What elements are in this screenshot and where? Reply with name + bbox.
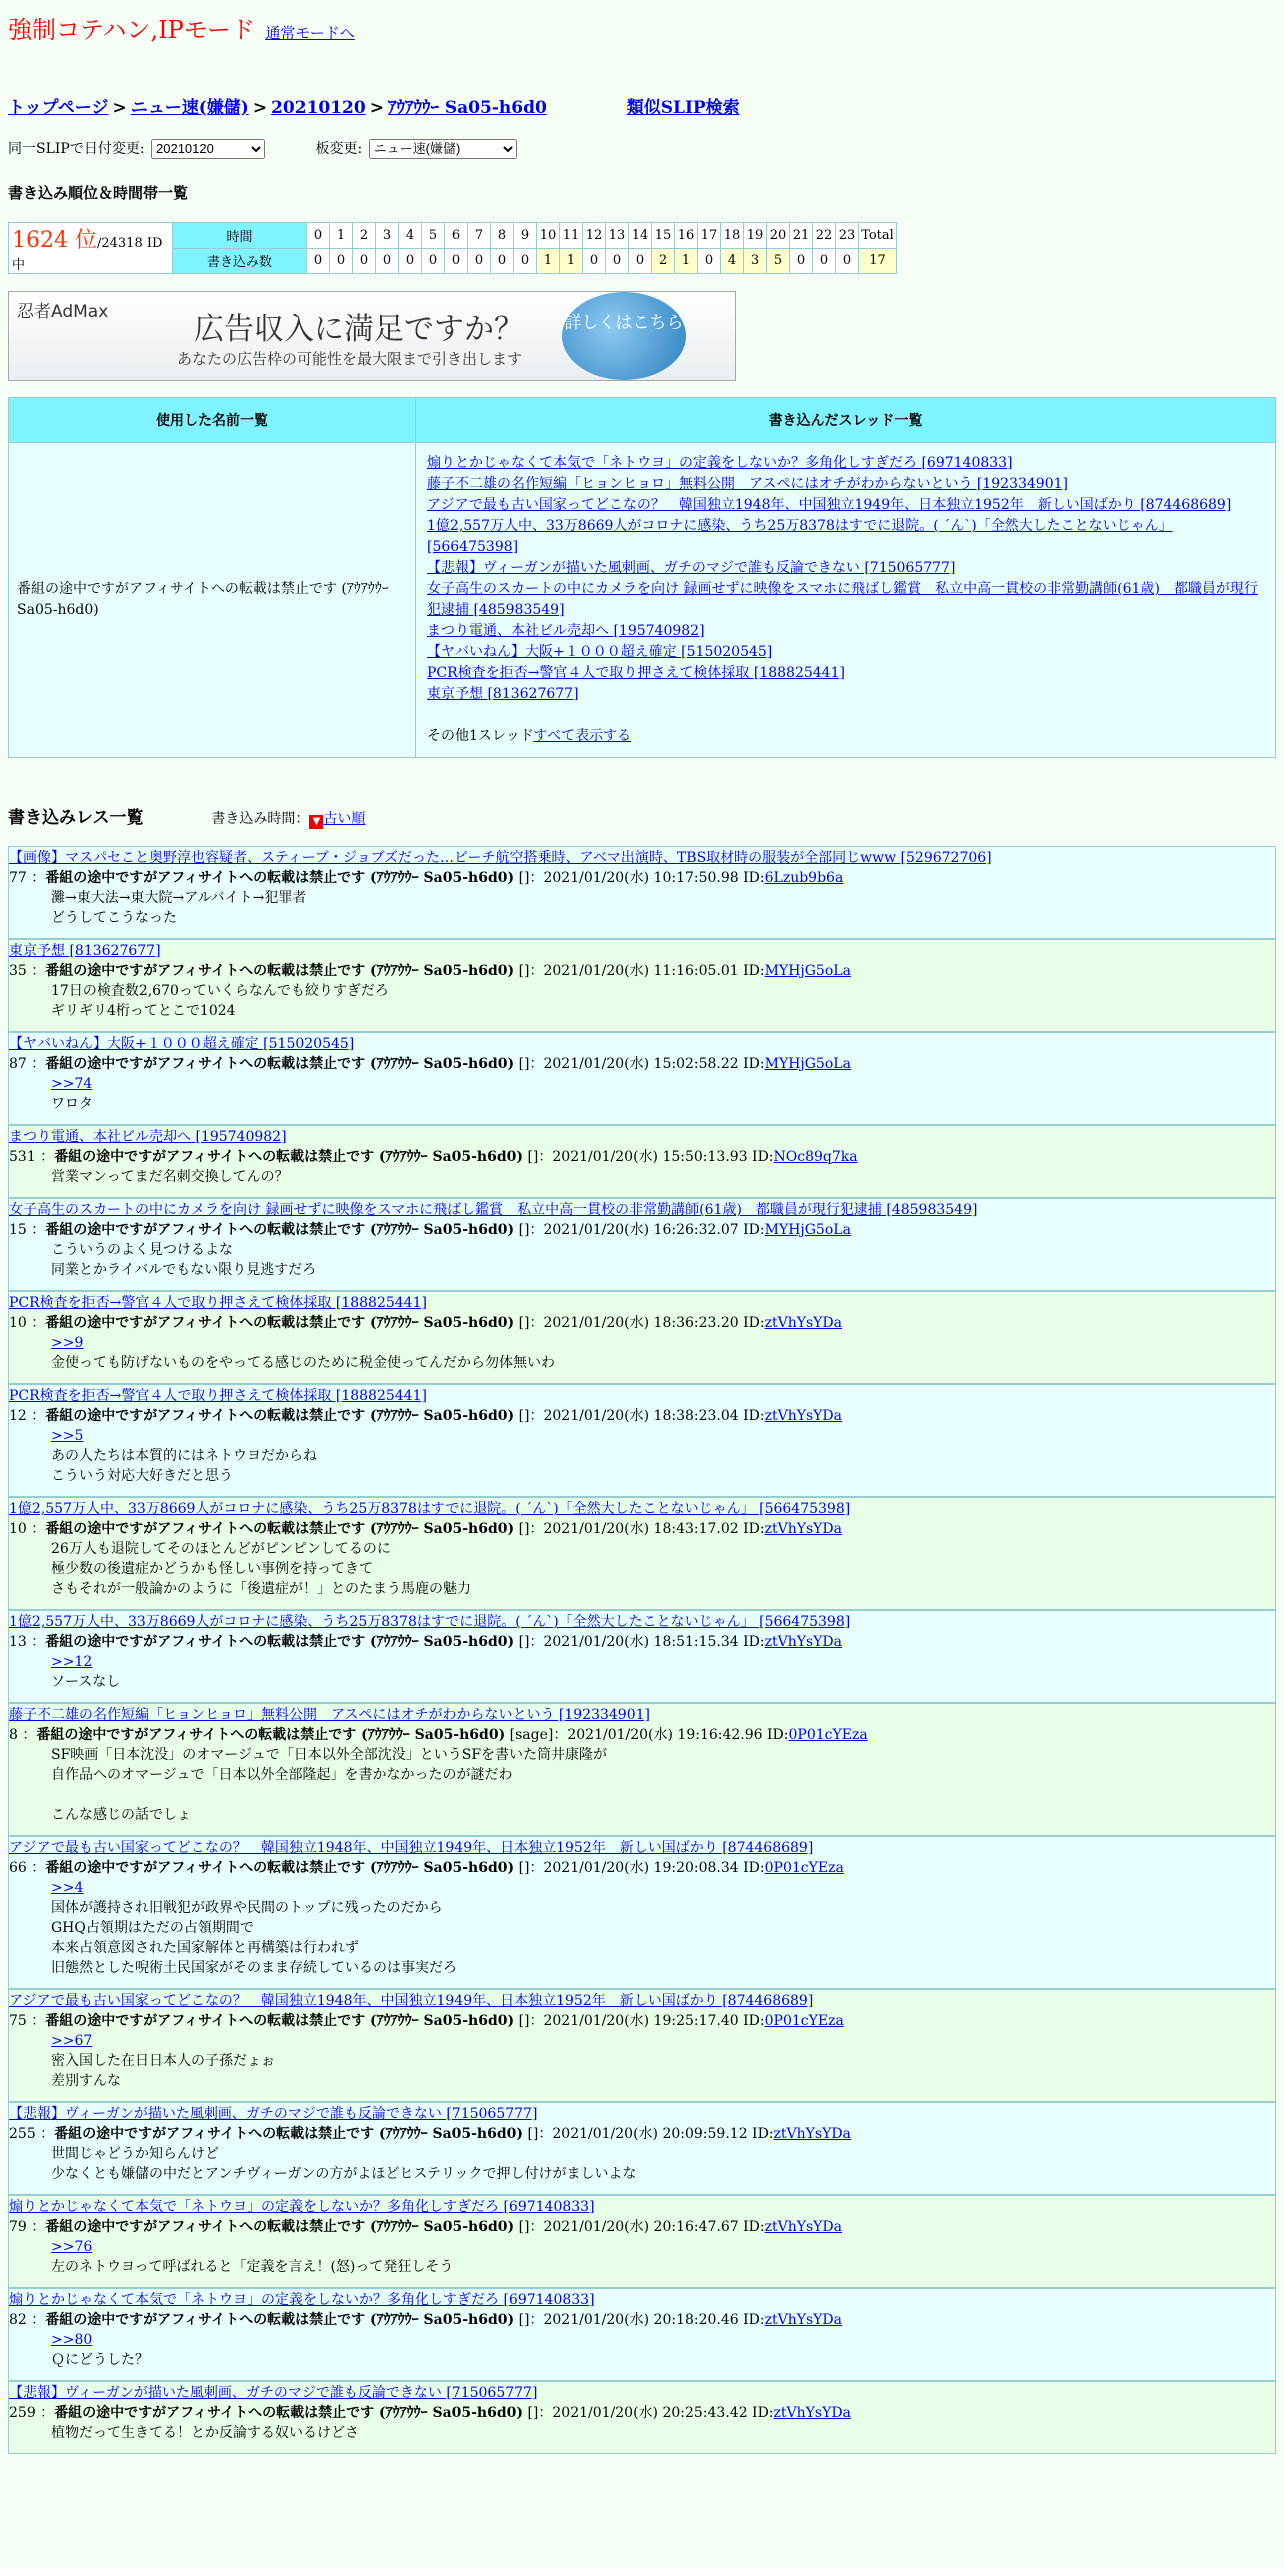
post <box>8 1032 1276 1125</box>
post-meta: []：2021/01/20(水) 19:25:17.40 ID: <box>518 2013 765 2029</box>
post-thread-link[interactable]: 煽りとかじゃなくて本気で「ネトウヨ」の定義をしないか？多角化しすぎだろ [697140833] <box>9 2199 595 2215</box>
post-thread-link[interactable]: 【ヤバいねん】大阪+１０００超え確定 [515020545] <box>9 1036 355 1052</box>
hour-cell: 10 <box>537 223 560 249</box>
post-thread-link[interactable]: アジアで最も古い国家ってどこなの？ 韓国独立1948年、中国独立1949年、日本独立1952年 新しい国ばかり [874468689] <box>9 1840 814 1856</box>
reply-anchor-link[interactable]: >>4 <box>51 1880 84 1896</box>
hour-cell: 15 <box>652 223 675 249</box>
post <box>8 1125 1276 1198</box>
post-number: 35 <box>9 963 27 979</box>
post-meta: []：2021/01/20(水) 20:16:47.67 ID: <box>518 2219 765 2235</box>
total-count: 17 <box>859 248 897 274</box>
post <box>8 1497 1276 1610</box>
board-change-label: 板変更: <box>315 141 363 157</box>
rank-cell <box>9 223 173 274</box>
post-author-name: 番組の途中ですがアフィサイトへの転載は禁止です (ｱｳｱｳｳｰ Sa05-h6d0) <box>36 1727 506 1743</box>
post-body <box>9 981 1275 1021</box>
hour-cell: 14 <box>629 223 652 249</box>
post-header: 10 ：番組の途中ですがアフィサイトへの転載は禁止です (ｱｳｱｳｳｰ Sa05-h6d0) []：2021/01/20(水) 18:43:17.02 ID:ztVhYsYDa <box>9 1521 842 1537</box>
post-line: 自作品へのオマージュで「日本以外全部隆起」を書かなかったのが謎だわ <box>51 1767 513 1783</box>
post-meta: []：2021/01/20(水) 20:09:59.12 ID: <box>527 2126 774 2142</box>
similar-slip-search-link[interactable]: 類似SLIP検索 <box>626 98 740 118</box>
count-cell: 1 <box>675 248 698 274</box>
post-line: 灘→東大法→東大院→アルバイト→犯罪者 <box>51 890 307 906</box>
post-author-name: 番組の途中ですがアフィサイトへの転載は禁止です (ｱｳｱｳｳｰ Sa05-h6d0) <box>45 1860 515 1876</box>
post-author-name: 番組の途中ですがアフィサイトへの転載は禁止です (ｱｳｱｳｳｰ Sa05-h6d0) <box>45 1408 515 1424</box>
post-line: 差別すんな <box>51 2073 121 2089</box>
post-line: あの人たちは本質的にはネトウヨだからね <box>51 1448 317 1464</box>
sort-oldest-link[interactable]: 古い順 <box>323 811 366 827</box>
post-list <box>8 846 1276 2454</box>
post-author-name: 番組の途中ですがアフィサイトへの転載は禁止です (ｱｳｱｳｳｰ Sa05-h6d0) <box>45 1056 515 1072</box>
post-id-link[interactable]: 0P01cYEza <box>764 2013 844 2029</box>
post-header: 87 ：番組の途中ですがアフィサイトへの転載は禁止です (ｱｳｱｳｳｰ Sa05-h6d0) []：2021/01/20(水) 15:02:58.22 ID:MYHjG5oLa <box>9 1056 851 1072</box>
post-line: さもそれが一般論かのように「後遺症が！」とのたまう馬鹿の魅力 <box>51 1581 471 1597</box>
post-id-link[interactable]: 0P01cYEza <box>764 1860 844 1876</box>
more-threads-prefix: その他1スレッド <box>427 728 534 744</box>
post-meta: []：2021/01/20(水) 11:16:05.01 ID: <box>518 963 765 979</box>
hour-cell: 9 <box>514 223 537 249</box>
rank-table <box>8 222 897 274</box>
count-cell: 0 <box>790 248 813 274</box>
hour-cell: 5 <box>422 223 445 249</box>
count-cell: 0 <box>698 248 721 274</box>
post <box>8 939 1276 1032</box>
hour-cell: 22 <box>813 223 836 249</box>
post-line: 17日の検査数2,670っていくらなんでも絞りすぎだろ <box>51 983 389 999</box>
hour-cell: 8 <box>491 223 514 249</box>
post-author-name: 番組の途中ですがアフィサイトへの転載は禁止です (ｱｳｱｳｳｰ Sa05-h6d0) <box>45 870 515 886</box>
names-threads-table <box>8 397 1276 758</box>
post-header: 10 ：番組の途中ですがアフィサイトへの転載は禁止です (ｱｳｱｳｳｰ Sa05-h6d0) []：2021/01/20(水) 18:36:23.20 ID:ztVhYsYDa <box>9 1315 842 1331</box>
post-author-name: 番組の途中ですがアフィサイトへの転載は禁止です (ｱｳｱｳｳｰ Sa05-h6d0) <box>45 2312 515 2328</box>
post-line: こんな感じの話でしょ <box>51 1807 191 1823</box>
count-cell: 0 <box>606 248 629 274</box>
breadcrumb-board[interactable]: ニュー速(嫌儲) <box>130 98 249 118</box>
post-meta: []：2021/01/20(水) 20:25:43.42 ID: <box>527 2405 774 2421</box>
hour-cell: 2 <box>353 223 376 249</box>
threads-header: 書き込んだスレッド一覧 <box>416 398 1276 443</box>
post-line: 金使っても防げないものをやってる感じのために税金使ってんだから勿体無いわ <box>51 1355 555 1371</box>
post-number: 255 <box>9 2126 36 2142</box>
post-header: 531 ：番組の途中ですがアフィサイトへの転載は禁止です (ｱｳｱｳｳｰ Sa05-h6d0) []：2021/01/20(水) 15:50:13.93 ID:NOc89q7ka <box>9 1149 858 1165</box>
post-number: 77 <box>9 870 27 886</box>
post-line: 本来占領意図された国家解体と再構築は行われず <box>51 1940 359 1956</box>
post-meta: []：2021/01/20(水) 15:50:13.93 ID: <box>527 1149 774 1165</box>
post-thread-link[interactable]: 東京予想 [813627677] <box>9 943 161 959</box>
sort-label: 書き込み時間： <box>211 811 310 827</box>
post-body <box>9 1240 1275 1280</box>
post-body <box>9 2330 1275 2370</box>
post-author-name: 番組の途中ですがアフィサイトへの転載は禁止です (ｱｳｱｳｳｰ Sa05-h6d0) <box>54 2126 524 2142</box>
post-number: 12 <box>9 1408 27 1424</box>
count-cell: 0 <box>445 248 468 274</box>
show-all-link[interactable]: すべて表示する <box>533 728 632 744</box>
post-line: 左のネトウヨって呼ばれると「定義を言え！(怒)って発狂しそう <box>51 2259 454 2275</box>
post-line: 少なくとも嫌儲の中だとアンチヴィーガンの方がよほどヒステリックで押し付けがましいよな <box>51 2166 637 2182</box>
post-header: 35 ：番組の途中ですがアフィサイトへの転載は禁止です (ｱｳｱｳｳｰ Sa05-h6d0) []：2021/01/20(水) 11:16:05.01 ID:MYHjG5oLa <box>9 963 851 979</box>
post-thread-link[interactable]: 【悲報】ヴィーガンが描いた風刺画、ガチのマジで誰も反論できない [715065777] <box>9 2385 538 2401</box>
post-header: 15 ：番組の途中ですがアフィサイトへの転載は禁止です (ｱｳｱｳｳｰ Sa05-h6d0) []：2021/01/20(水) 16:26:32.07 ID:MYHjG5oLa <box>9 1222 851 1238</box>
total-header: Total <box>859 223 897 249</box>
post-author-name: 番組の途中ですがアフィサイトへの転載は禁止です (ｱｳｱｳｳｰ Sa05-h6d0) <box>45 2219 515 2235</box>
post-number: 259 <box>9 2405 36 2421</box>
post-number: 15 <box>9 1222 27 1238</box>
count-cell: 0 <box>422 248 445 274</box>
post-header: 259 ：番組の途中ですがアフィサイトへの転載は禁止です (ｱｳｱｳｳｰ Sa05-h6d0) []：2021/01/20(水) 20:25:43.42 ID:ztVhYsYDa <box>9 2405 851 2421</box>
post <box>8 1836 1276 1989</box>
post-line: ワロタ <box>51 1096 93 1112</box>
post-body <box>9 888 1275 928</box>
post <box>8 1384 1276 1497</box>
thread-link[interactable]: 女子高生のスカートの中にカメラを向け 録画せずに映像をスマホに飛ばし鑑賞 私立中高一貫校の非常勤講師(61歳) 都職員が現行犯逮捕 [485983549] <box>427 581 1258 618</box>
post-id-link[interactable]: MYHjG5oLa <box>764 1222 851 1238</box>
hour-cell: 11 <box>560 223 583 249</box>
date-select[interactable] <box>151 139 265 159</box>
post-meta: []：2021/01/20(水) 15:02:58.22 ID: <box>518 1056 765 1072</box>
post-thread-link[interactable]: 【画像】マスパセこと奥野淳也容疑者、スティーブ・ジョブズだった…ピーチ航空搭乗時、アベマ出演時、TBS取材時の服装が全部同じwww [529672706] <box>9 850 992 866</box>
post-id-link[interactable]: ztVhYsYDa <box>764 1408 842 1424</box>
post-meta: []：2021/01/20(水) 19:20:08.34 ID: <box>518 1860 765 1876</box>
normal-mode-link[interactable]: 通常モードへ <box>265 24 355 42</box>
rank-number: 1624 位 <box>12 228 97 253</box>
count-cell: 0 <box>491 248 514 274</box>
count-label: 書き込み数 <box>173 248 307 274</box>
post-thread-link[interactable]: 1億2,557万人中、33万8669人がコロナに感染、うち25万8378はすでに退院。( ´ん`)「全然大したことないじゃん」 [566475398] <box>9 1501 851 1517</box>
rank-table-wrap <box>8 222 897 274</box>
post-id-link[interactable]: ztVhYsYDa <box>773 2126 851 2142</box>
post-thread-link[interactable]: PCR検査を拒否→警官４人で取り押さえて検体採取 [188825441] <box>9 1388 427 1404</box>
post-line: Ｑにどうした？ <box>51 2352 149 2368</box>
thread-link[interactable]: アジアで最も古い国家ってどこなの？ 韓国独立1948年、中国独立1949年、日本独立1952年 新しい国ばかり [874468689] <box>427 497 1232 513</box>
post-body <box>9 1652 1275 1692</box>
post-number: 8 <box>9 1727 18 1743</box>
post-body <box>9 1074 1275 1114</box>
hour-cell: 20 <box>767 223 790 249</box>
post-author-name: 番組の途中ですがアフィサイトへの転載は禁止です (ｱｳｱｳｳｰ Sa05-h6d0) <box>45 2013 515 2029</box>
post-author-name: 番組の途中ですがアフィサイトへの転載は禁止です (ｱｳｱｳｳｰ Sa05-h6d0) <box>45 1315 515 1331</box>
ad-headline: 広告収入に満足ですか？ <box>194 312 524 347</box>
post-line: 国体が護持され旧戦犯が政界や民間のトップに残ったのだから <box>51 1900 443 1916</box>
post-body <box>9 2031 1275 2091</box>
post-id-link[interactable]: MYHjG5oLa <box>764 1056 851 1072</box>
count-cell: 3 <box>744 248 767 274</box>
post-body <box>9 1167 1275 1187</box>
post-body <box>9 2144 1275 2184</box>
thread-link[interactable]: 【ヤバいねん】大阪+１０００超え確定 [515020545] <box>427 644 773 660</box>
hour-cell: 17 <box>698 223 721 249</box>
post-body <box>9 2237 1275 2277</box>
breadcrumb-date[interactable]: 20210120 <box>271 98 366 118</box>
post-number: 10 <box>9 1315 27 1331</box>
res-section-header <box>8 803 365 829</box>
post-body <box>9 1745 1275 1825</box>
ad-details-button[interactable]: 詳しくはこちら <box>562 292 686 380</box>
post-meta: []：2021/01/20(水) 20:18:20.46 ID: <box>518 2312 765 2328</box>
rank-section-title: 書き込み順位＆時間帯一覧 <box>8 184 189 202</box>
breadcrumb-sep: > <box>369 98 384 118</box>
post-author-name: 番組の途中ですがアフィサイトへの転載は禁止です (ｱｳｱｳｳｰ Sa05-h6d0) <box>45 963 515 979</box>
ad-banner[interactable] <box>8 291 736 381</box>
time-label: 時間 <box>173 223 307 249</box>
post <box>8 2102 1276 2195</box>
count-cell: 0 <box>307 248 330 274</box>
post <box>8 1703 1276 1836</box>
reply-anchor-link[interactable]: >>76 <box>51 2239 93 2255</box>
post-meta: []：2021/01/20(水) 18:51:15.34 ID: <box>518 1634 765 1650</box>
breadcrumb-top[interactable]: トップページ <box>8 98 109 118</box>
breadcrumb-sep: > <box>252 98 268 118</box>
post-id-link[interactable]: NOc89q7ka <box>773 1149 858 1165</box>
post-body <box>9 1878 1275 1978</box>
count-cell: 0 <box>813 248 836 274</box>
thread-list <box>416 443 1276 758</box>
post-line: 植物だって生きてる！とか反論する奴いるけどさ <box>51 2425 359 2441</box>
hour-cell: 6 <box>445 223 468 249</box>
breadcrumb <box>8 93 740 118</box>
thread-link[interactable]: まつり電通、本社ビル売却へ [195740982] <box>427 623 705 639</box>
post-thread-link[interactable]: PCR検査を拒否→警官４人で取り押さえて検体採取 [188825441] <box>9 1295 427 1311</box>
post-body <box>9 2423 1275 2443</box>
thread-link[interactable]: 1億2,557万人中、33万8669人がコロナに感染、うち25万8378はすでに退院。( ´ん`)「全然大したことないじゃん」 [566475398] <box>427 518 1173 555</box>
post-header: 79 ：番組の途中ですがアフィサイトへの転載は禁止です (ｱｳｱｳｳｰ Sa05-h6d0) []：2021/01/20(水) 20:16:47.67 ID:ztVhYsYDa <box>9 2219 842 2235</box>
hour-cell: 18 <box>721 223 744 249</box>
count-cell: 0 <box>330 248 353 274</box>
post-header: 8 ：番組の途中ですがアフィサイトへの転載は禁止です (ｱｳｱｳｳｰ Sa05-h6d0) [sage]：2021/01/20(水) 19:16:42.96 ID:0P01cYEza <box>9 1727 868 1743</box>
post-header: 66 ：番組の途中ですがアフィサイトへの転載は禁止です (ｱｳｱｳｳｰ Sa05-h6d0) []：2021/01/20(水) 19:20:08.34 ID:0P01cYEza <box>9 1860 844 1876</box>
sort-control <box>211 811 365 827</box>
count-cell: 0 <box>468 248 491 274</box>
post-id-link[interactable]: ztVhYsYDa <box>764 2312 842 2328</box>
count-cell: 0 <box>353 248 376 274</box>
post-id-link[interactable]: ztVhYsYDa <box>764 1634 842 1650</box>
post-header: 82 ：番組の途中ですがアフィサイトへの転載は禁止です (ｱｳｱｳｳｰ Sa05-h6d0) []：2021/01/20(水) 20:18:20.46 ID:ztVhYsYDa <box>9 2312 842 2328</box>
hour-cell: 23 <box>836 223 859 249</box>
hour-cell: 3 <box>376 223 399 249</box>
post-id-link[interactable]: 6Lzub9b6a <box>764 870 844 886</box>
post-line: SF映画「日本沈没」のオマージュで「日本以外全部沈没」というSFを書いた筒井康隆が <box>51 1747 608 1763</box>
res-section-title: 書き込みレス一覧 <box>8 808 144 828</box>
post-header: 75 ：番組の途中ですがアフィサイトへの転載は禁止です (ｱｳｱｳｳｰ Sa05-h6d0) []：2021/01/20(水) 19:25:17.40 ID:0P01cYEza <box>9 2013 844 2029</box>
post-header: 77 ：番組の途中ですがアフィサイトへの転載は禁止です (ｱｳｱｳｳｰ Sa05-h6d0) []：2021/01/20(水) 10:17:50.98 ID:6Lzub9b6a <box>9 870 844 886</box>
count-cell: 0 <box>583 248 606 274</box>
post-author-name: 番組の途中ですがアフィサイトへの転載は禁止です (ｱｳｱｳｳｰ Sa05-h6d0) <box>45 1521 515 1537</box>
count-cell: 1 <box>537 248 560 274</box>
reply-anchor-link[interactable]: >>9 <box>51 1335 84 1351</box>
count-cell: 0 <box>376 248 399 274</box>
breadcrumb-sep: > <box>112 98 127 118</box>
count-cell: 0 <box>514 248 537 274</box>
post <box>8 1610 1276 1703</box>
post <box>8 2288 1276 2381</box>
post-id-link[interactable]: 0P01cYEza <box>788 1727 868 1743</box>
post <box>8 2381 1276 2454</box>
thread-link[interactable]: 藤子不二雄の名作短編「ヒョンヒョロ」無料公開 アスペにはオチがわからないという [192334901] <box>427 476 1068 492</box>
post-line: 極少数の後遺症かどうかも怪しい事例を持ってきて <box>51 1561 373 1577</box>
post-number: 87 <box>9 1056 27 1072</box>
post-line: ギリギリ4桁ってとこで1024 <box>51 1003 236 1019</box>
post-line: 世間じゃどうか知らんけど <box>51 2146 219 2162</box>
post-meta: []：2021/01/20(水) 18:36:23.20 ID: <box>518 1315 765 1331</box>
post-header: 12 ：番組の途中ですがアフィサイトへの転載は禁止です (ｱｳｱｳｳｰ Sa05-h6d0) []：2021/01/20(水) 18:38:23.04 ID:ztVhYsYDa <box>9 1408 842 1424</box>
thread-link[interactable]: 煽りとかじゃなくて本気で「ネトウヨ」の定義をしないか？多角化しすぎだろ [697140833] <box>427 455 1013 471</box>
reply-anchor-link[interactable]: >>5 <box>51 1428 84 1444</box>
post-number: 10 <box>9 1521 27 1537</box>
post-thread-link[interactable]: 藤子不二雄の名作短編「ヒョンヒョロ」無料公開 アスペにはオチがわからないという [192334901] <box>9 1707 650 1723</box>
reply-anchor-link[interactable]: >>67 <box>51 2033 93 2049</box>
post-number: 66 <box>9 1860 27 1876</box>
mode-title: 強制コテハン,IPモード <box>8 16 255 44</box>
post-thread-link[interactable]: 煽りとかじゃなくて本気で「ネトウヨ」の定義をしないか？多角化しすぎだろ [697140833] <box>9 2292 595 2308</box>
post-header: 13 ：番組の途中ですがアフィサイトへの転載は禁止です (ｱｳｱｳｳｰ Sa05-h6d0) []：2021/01/20(水) 18:51:15.34 ID:ztVhYsYDa <box>9 1634 842 1650</box>
post-number: 79 <box>9 2219 27 2235</box>
post-id-link[interactable]: MYHjG5oLa <box>764 963 851 979</box>
hour-cell: 12 <box>583 223 606 249</box>
post-thread-link[interactable]: アジアで最も古い国家ってどこなの？ 韓国独立1948年、中国独立1949年、日本独立1952年 新しい国ばかり [874468689] <box>9 1993 814 2009</box>
post-author-name: 番組の途中ですがアフィサイトへの転載は禁止です (ｱｳｱｳｳｰ Sa05-h6d0) <box>45 1222 515 1238</box>
thread-link[interactable]: 東京予想 [813627677] <box>427 686 579 702</box>
post-meta: []：2021/01/20(水) 18:43:17.02 ID: <box>518 1521 765 1537</box>
hour-cell: 7 <box>468 223 491 249</box>
post-line: 営業マンってまだ名刺交換してんの？ <box>51 1169 289 1185</box>
selector-bar <box>8 138 517 159</box>
hour-cell: 16 <box>675 223 698 249</box>
thread-link[interactable]: 【悲報】ヴィーガンが描いた風刺画、ガチのマジで誰も反論できない [715065777] <box>427 560 956 576</box>
post-body <box>9 1333 1275 1373</box>
reply-anchor-link[interactable]: >>74 <box>51 1076 93 1092</box>
post-header: 255 ：番組の途中ですがアフィサイトへの転載は禁止です (ｱｳｱｳｳｰ Sa05-h6d0) []：2021/01/20(水) 20:09:59.12 ID:ztVhYsYDa <box>9 2126 851 2142</box>
hour-cell: 13 <box>606 223 629 249</box>
hour-cell: 0 <box>307 223 330 249</box>
post-line: ソースなし <box>51 1674 121 1690</box>
count-cell: 5 <box>767 248 790 274</box>
post-thread-link[interactable]: 女子高生のスカートの中にカメラを向け 録画せずに映像をスマホに飛ばし鑑賞 私立中高一貫校の非常勤講師(61歳) 都職員が現行犯逮捕 [485983549] <box>9 1202 978 1218</box>
count-cell: 0 <box>836 248 859 274</box>
post-line: こういう対応大好きだと思う <box>51 1468 233 1484</box>
post-number: 13 <box>9 1634 27 1650</box>
reply-anchor-link[interactable]: >>80 <box>51 2332 93 2348</box>
sort-down-icon[interactable]: ▼ <box>309 815 323 829</box>
names-header: 使用した名前一覧 <box>9 398 416 443</box>
post-line: どうしてこうなった <box>51 910 177 926</box>
post-meta: [sage]：2021/01/20(水) 19:16:42.96 ID: <box>509 1727 789 1743</box>
post-author-name: 番組の途中ですがアフィサイトへの転載は禁止です (ｱｳｱｳｳｰ Sa05-h6d0) <box>54 2405 524 2421</box>
post-number: 531 <box>9 1149 36 1165</box>
post-meta: []：2021/01/20(水) 16:26:32.07 ID: <box>518 1222 765 1238</box>
count-cell: 0 <box>629 248 652 274</box>
post <box>8 2195 1276 2288</box>
post-id-link[interactable]: ztVhYsYDa <box>764 1315 842 1331</box>
post-line: 26万人も退院してそのほとんどがピンピンしてるのに <box>51 1541 391 1557</box>
post <box>8 846 1276 939</box>
mode-header <box>8 10 355 45</box>
post-author-name: 番組の途中ですがアフィサイトへの転載は禁止です (ｱｳｱｳｳｰ Sa05-h6d0) <box>54 1149 524 1165</box>
breadcrumb-slip[interactable]: ｱｳｱｳｳｰ Sa05-h6d0 <box>387 98 547 118</box>
count-cell: 1 <box>560 248 583 274</box>
count-cell: 4 <box>721 248 744 274</box>
count-cell: 0 <box>399 248 422 274</box>
hour-cell: 21 <box>790 223 813 249</box>
post-id-link[interactable]: ztVhYsYDa <box>764 1521 842 1537</box>
post-meta: []：2021/01/20(水) 10:17:50.98 ID: <box>518 870 765 886</box>
post-body <box>9 1426 1275 1486</box>
post-line <box>51 1785 1275 1805</box>
post-body <box>9 1539 1275 1599</box>
more-threads <box>427 726 1265 747</box>
name-entry: 番組の途中ですがアフィサイトへの転載は禁止です (ｱｳｱｳｳｰ Sa05-h6d0) <box>9 443 416 758</box>
post <box>8 1989 1276 2102</box>
ad-logo: 忍者AdMax <box>17 302 109 322</box>
thread-link[interactable]: PCR検査を拒否→警官４人で取り押さえて検体採取 [188825441] <box>427 665 845 681</box>
post-thread-link[interactable]: 1億2,557万人中、33万8669人がコロナに感染、うち25万8378はすでに退院。( ´ん`)「全然大したことないじゃん」 [566475398] <box>9 1614 851 1630</box>
hour-cell: 19 <box>744 223 767 249</box>
post-id-link[interactable]: ztVhYsYDa <box>773 2405 851 2421</box>
post-id-link[interactable]: ztVhYsYDa <box>764 2219 842 2235</box>
hour-cell: 1 <box>330 223 353 249</box>
post-number: 82 <box>9 2312 27 2328</box>
post-author-name: 番組の途中ですがアフィサイトへの転載は禁止です (ｱｳｱｳｳｰ Sa05-h6d0) <box>45 1634 515 1650</box>
post-thread-link[interactable]: 【悲報】ヴィーガンが描いた風刺画、ガチのマジで誰も反論できない [715065777] <box>9 2106 538 2122</box>
count-cell: 2 <box>652 248 675 274</box>
post-number: 75 <box>9 2013 27 2029</box>
date-change-label: 同一SLIPで日付変更: <box>8 141 145 157</box>
post-line: 旧態然とした唲術土民国家がそのまま存続しているのは事実だろ <box>51 1960 457 1976</box>
post-meta: []：2021/01/20(水) 18:38:23.04 ID: <box>518 1408 765 1424</box>
ad-subtext: あなたの広告枠の可能性を最大限まで引き出します <box>177 350 523 368</box>
post <box>8 1291 1276 1384</box>
rank-total: /24318 ID中 <box>12 236 163 273</box>
board-select[interactable] <box>369 139 517 159</box>
post-line: 同業とかライバルでもない限り見逃すだろ <box>51 1262 317 1278</box>
post <box>8 1198 1276 1291</box>
post-line: こういうのよく見つけるよな <box>51 1242 233 1258</box>
post-line: GHQ占領期はただの占領期間で <box>51 1920 254 1936</box>
post-thread-link[interactable]: まつり電通、本社ビル売却へ [195740982] <box>9 1129 287 1145</box>
hour-cell: 4 <box>399 223 422 249</box>
reply-anchor-link[interactable]: >>12 <box>51 1654 93 1670</box>
post-line: 密入国した在日日本人の子孫だょぉ <box>51 2053 275 2069</box>
